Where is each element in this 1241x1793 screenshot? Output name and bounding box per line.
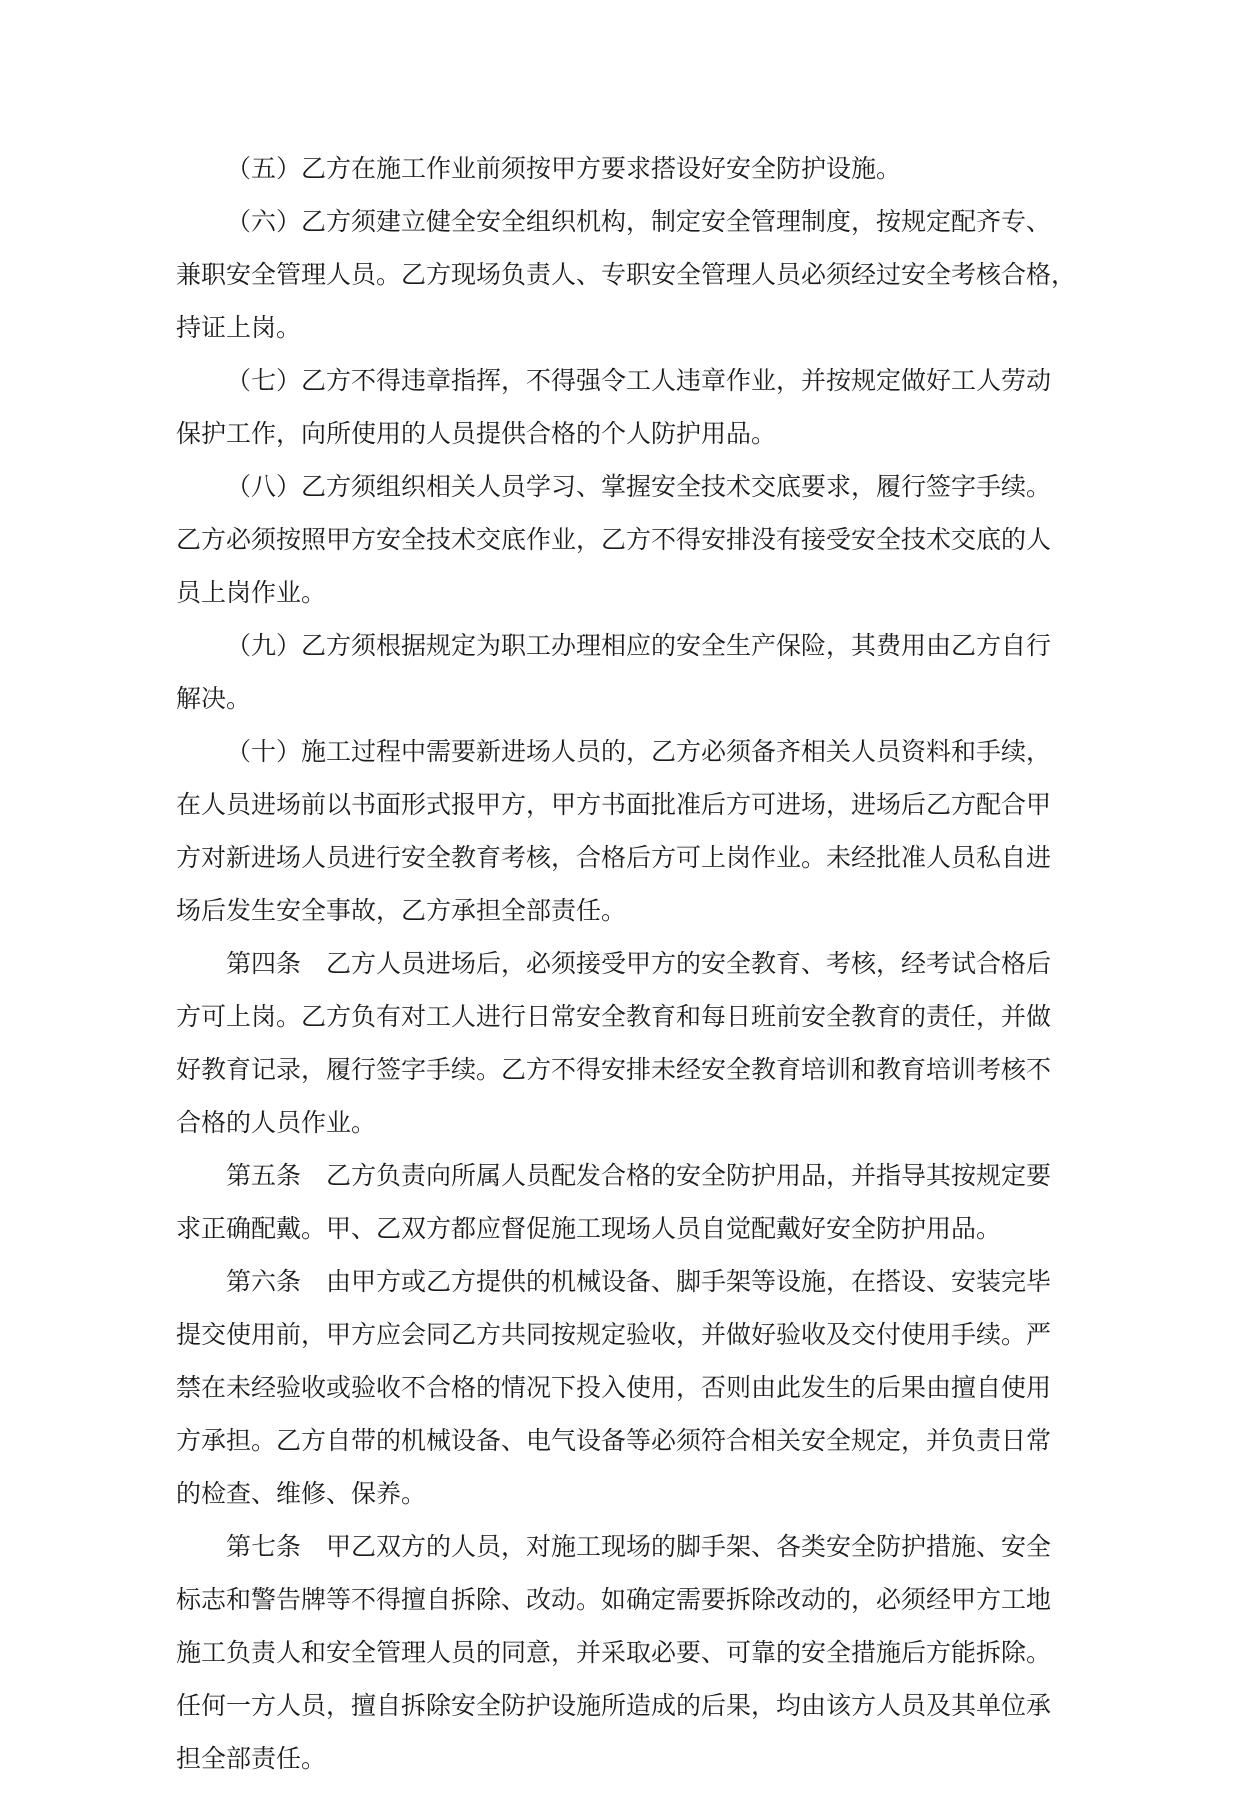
paragraph-first-line: 第六条 由甲方或乙方提供的机械设备、脚手架等设施，在搭设、安装完毕 — [226, 1267, 1052, 1296]
paragraph-first-line: （五）乙方在施工作业前须按甲方要求搭设好安全防护设施。 — [226, 154, 902, 183]
paragraph-first-line: （九）乙方须根据规定为职工办理相应的安全生产保险，其费用由乙方自行 — [226, 631, 1052, 660]
paragraph-first-line: 第五条 乙方负责向所属人员配发合格的安全防护用品，并指导其按规定要 — [226, 1161, 1052, 1190]
paragraph-line: 施工负责人和安全管理人员的同意，并采取必要、可靠的安全措施后方能拆除。 — [176, 1638, 1052, 1667]
paragraph-first-line: （十）施工过程中需要新进场人员的，乙方必须备齐相关人员资料和手续， — [226, 737, 1052, 766]
paragraph-line: 担全部责任。 — [176, 1744, 327, 1773]
paragraph-line: 的检查、维修、保养。 — [176, 1479, 427, 1508]
paragraph-line: 标志和警告牌等不得擅自拆除、改动。如确定需要拆除改动的，必须经甲方工地 — [176, 1585, 1052, 1614]
paragraph-line: 保护工作，向所使用的人员提供合格的个人防护用品。 — [176, 419, 777, 448]
paragraph-first-line: 第七条 甲乙双方的人员，对施工现场的脚手架、各类安全防护措施、安全 — [226, 1532, 1052, 1561]
document-page — [176, 150, 1077, 1793]
paragraph-line: 合格的人员作业。 — [176, 1108, 377, 1137]
paragraph-line: 员上岗作业。 — [176, 578, 327, 607]
paragraph-line: 任何一方人员，擅自拆除安全防护设施所造成的后果，均由该方人员及其单位承 — [176, 1691, 1052, 1720]
paragraph-line: 乙方必须按照甲方安全技术交底作业，乙方不得安排没有接受安全技术交底的人 — [176, 525, 1052, 554]
paragraph-line: 场后发生安全事故，乙方承担全部责任。 — [176, 896, 627, 925]
paragraph-line: 方对新进场人员进行安全教育考核，合格后方可上岗作业。未经批准人员私自进 — [176, 843, 1052, 872]
paragraph-line: 求正确配戴。甲、乙双方都应督促施工现场人员自觉配戴好安全防护用品。 — [176, 1214, 1002, 1243]
paragraph-first-line: （八）乙方须组织相关人员学习、掌握安全技术交底要求，履行签字手续。 — [226, 472, 1052, 501]
paragraph-line: 解决。 — [176, 684, 252, 713]
paragraph-line: 在人员进场前以书面形式报甲方，甲方书面批准后方可进场，进场后乙方配合甲 — [176, 790, 1052, 819]
paragraph-line: 方可上岗。乙方负有对工人进行日常安全教育和每日班前安全教育的责任，并做 — [176, 1002, 1052, 1031]
paragraph-line: 兼职安全管理人员。乙方现场负责人、专职安全管理人员必须经过安全考核合格， — [176, 260, 1077, 289]
paragraph-line: 提交使用前，甲方应会同乙方共同按规定验收，并做好验收及交付使用手续。严 — [176, 1320, 1052, 1349]
paragraph-first-line: 第四条 乙方人员进场后，必须接受甲方的安全教育、考核，经考试合格后 — [226, 949, 1052, 978]
paragraph-line: 方承担。乙方自带的机械设备、电气设备等必须符合相关安全规定，并负责日常 — [176, 1426, 1052, 1455]
paragraph-line: 持证上岗。 — [176, 313, 302, 342]
paragraph-line: 禁在未经验收或验收不合格的情况下投入使用，否则由此发生的后果由擅自使用 — [176, 1373, 1052, 1402]
paragraph-first-line: （七）乙方不得违章指挥，不得强令工人违章作业，并按规定做好工人劳动 — [226, 366, 1052, 395]
paragraph-line: 好教育记录，履行签字手续。乙方不得安排未经安全教育培训和教育培训考核不 — [176, 1055, 1052, 1084]
paragraph-first-line: （六）乙方须建立健全安全组织机构，制定安全管理制度，按规定配齐专、 — [226, 207, 1052, 236]
